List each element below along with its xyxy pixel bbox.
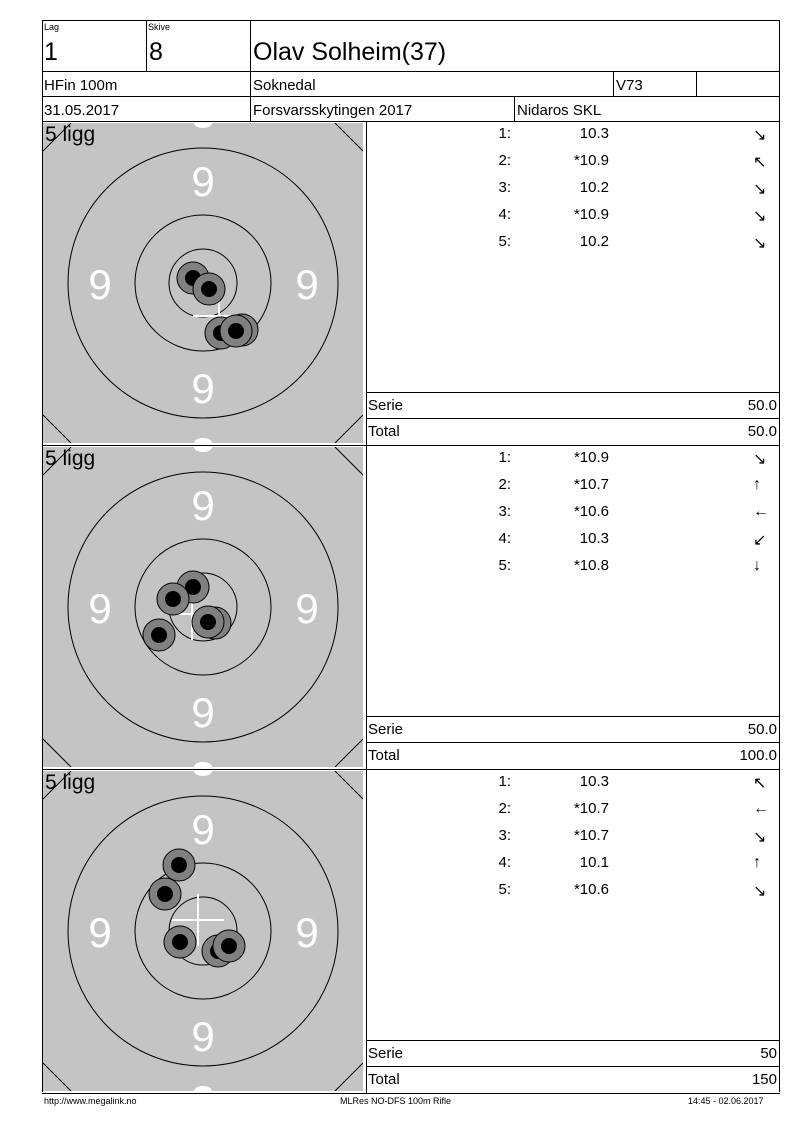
shot-number: 4: xyxy=(498,530,511,547)
shot-score: *10.8 xyxy=(573,557,609,574)
edge-mark xyxy=(194,1086,212,1091)
shot-number: 1: xyxy=(498,449,511,466)
ring-label: 9 xyxy=(191,689,215,736)
edge-mark xyxy=(194,771,212,776)
direction-arrow-icon: ↘ xyxy=(753,451,767,468)
shooter-name: Olav Solheim(37) xyxy=(253,38,447,66)
score-panel-1 xyxy=(367,122,779,446)
shot-score: *10.9 xyxy=(573,152,609,169)
total-value: 100.0 xyxy=(739,747,777,764)
shot-number: 4: xyxy=(498,854,511,871)
target-rings xyxy=(43,447,363,767)
shot-score: 10.3 xyxy=(579,530,609,547)
total-row xyxy=(367,419,779,445)
serie-label: Serie xyxy=(368,721,404,738)
serie-label: Serie xyxy=(368,397,404,414)
shot-hit xyxy=(143,619,175,651)
shot-hit xyxy=(213,930,245,962)
serie-row xyxy=(367,393,779,419)
direction-arrow-icon: ↓ xyxy=(753,557,761,574)
shot-score: 10.2 xyxy=(579,179,609,196)
shot-hit xyxy=(149,878,181,910)
shot-row xyxy=(367,557,779,583)
shot-number: 5: xyxy=(498,557,511,574)
series-title: 5 ligg xyxy=(45,123,96,146)
ring-label: 9 xyxy=(191,806,215,853)
shot-number: 2: xyxy=(498,800,511,817)
total-value: 150 xyxy=(751,1071,777,1088)
skive-label: Skive xyxy=(148,22,171,32)
direction-arrow-icon: ↑ xyxy=(753,854,761,871)
direction-arrow-icon: ↘ xyxy=(753,181,767,198)
target-3 xyxy=(43,771,363,1091)
total-label: Total xyxy=(368,423,400,440)
direction-arrow-icon: ↘ xyxy=(753,829,767,846)
shot-row xyxy=(367,476,779,502)
direction-arrow-icon: ← xyxy=(753,503,769,520)
serie-value: 50 xyxy=(760,1045,777,1062)
shot-score: 10.3 xyxy=(579,125,609,142)
shot-row xyxy=(367,125,779,151)
shot-hit xyxy=(157,583,189,615)
shot-number: 5: xyxy=(498,881,511,898)
shot-score: *10.7 xyxy=(573,476,609,493)
footer-timestamp: 14:45 - 02.06.2017 xyxy=(688,1096,764,1106)
footer-url: http://www.megalink.no xyxy=(44,1096,137,1106)
direction-arrow-icon: ↘ xyxy=(753,235,767,252)
ring-label: 9 xyxy=(191,482,215,529)
code-field: V73 xyxy=(616,77,643,94)
direction-arrow-icon: ↑ xyxy=(753,476,761,493)
shot-number: 2: xyxy=(498,152,511,169)
ring-label: 9 xyxy=(191,158,215,205)
direction-arrow-icon: ↖ xyxy=(753,775,767,792)
direction-arrow-icon: ↘ xyxy=(753,883,767,900)
shot-row xyxy=(367,773,779,799)
shot-row xyxy=(367,854,779,880)
shot-row xyxy=(367,503,779,529)
corner-mark xyxy=(335,447,363,475)
serie-value: 50.0 xyxy=(747,721,777,738)
shot-hit xyxy=(164,926,196,958)
organizer-field: Nidaros SKL xyxy=(517,102,602,119)
shot-score: *10.9 xyxy=(573,206,609,223)
shot-score: *10.7 xyxy=(573,827,609,844)
corner-mark xyxy=(335,739,363,767)
serie-value: 50.0 xyxy=(747,397,777,414)
shot-score: 10.3 xyxy=(579,773,609,790)
shot-number: 1: xyxy=(498,125,511,142)
shot-score: *10.6 xyxy=(573,881,609,898)
shot-number: 3: xyxy=(498,179,511,196)
edge-mark xyxy=(194,123,212,128)
total-label: Total xyxy=(368,1071,400,1088)
shot-row xyxy=(367,530,779,556)
target-1 xyxy=(43,123,363,443)
shot-number: 3: xyxy=(498,827,511,844)
total-label: Total xyxy=(368,747,400,764)
shot-row xyxy=(367,449,779,475)
corner-mark xyxy=(43,739,71,767)
corner-mark xyxy=(335,415,363,443)
serie-row xyxy=(367,717,779,743)
shot-row xyxy=(367,206,779,232)
ring-label: 9 xyxy=(191,365,215,412)
ring-label: 9 xyxy=(295,909,319,956)
target-2 xyxy=(43,447,363,767)
edge-mark xyxy=(194,447,212,452)
shot-row xyxy=(367,881,779,907)
shot-row xyxy=(367,233,779,259)
score-panel-2 xyxy=(367,446,779,770)
series-title: 5 ligg xyxy=(45,447,96,470)
shot-score: 10.1 xyxy=(579,854,609,871)
shot-row xyxy=(367,800,779,826)
shot-score: *10.6 xyxy=(573,503,609,520)
serie-label: Serie xyxy=(368,1045,404,1062)
ring-label: 9 xyxy=(88,909,112,956)
series-title: 5 ligg xyxy=(45,771,96,794)
direction-arrow-icon: ← xyxy=(753,800,769,817)
date-field: 31.05.2017 xyxy=(44,102,120,119)
shot-hit xyxy=(192,606,224,638)
total-value: 50.0 xyxy=(747,423,777,440)
shot-number: 3: xyxy=(498,503,511,520)
lag-value: 1 xyxy=(44,38,58,66)
ring-label: 9 xyxy=(295,585,319,632)
target-rings xyxy=(43,771,363,1091)
ring-label: 9 xyxy=(88,585,112,632)
corner-mark xyxy=(43,415,71,443)
shot-number: 4: xyxy=(498,206,511,223)
corner-mark xyxy=(335,771,363,799)
direction-arrow-icon: ↘ xyxy=(753,127,767,144)
edge-mark xyxy=(194,762,212,767)
total-row xyxy=(367,743,779,769)
shot-number: 5: xyxy=(498,233,511,250)
corner-mark xyxy=(43,1063,71,1091)
lag-label: Lag xyxy=(44,22,60,32)
edge-mark xyxy=(194,438,212,443)
corner-mark xyxy=(335,1063,363,1091)
shot-row xyxy=(367,152,779,178)
shot-hit xyxy=(193,273,225,305)
direction-arrow-icon: ↖ xyxy=(753,154,767,171)
shot-row xyxy=(367,827,779,853)
serie-row xyxy=(367,1041,779,1067)
footer-software: MLRes NO-DFS 100m Rifle xyxy=(340,1096,452,1106)
ring-label: 9 xyxy=(295,261,319,308)
score-panel-3 xyxy=(367,770,779,1094)
shot-row xyxy=(367,179,779,205)
skive-value: 8 xyxy=(149,38,163,66)
total-row xyxy=(367,1067,779,1093)
shot-score: *10.7 xyxy=(573,800,609,817)
class-field: HFin 100m xyxy=(44,77,118,94)
club-field: Soknedal xyxy=(253,77,316,94)
shot-hit xyxy=(220,315,252,347)
shot-number: 1: xyxy=(498,773,511,790)
shot-number: 2: xyxy=(498,476,511,493)
shot-hit xyxy=(163,849,195,881)
direction-arrow-icon: ↘ xyxy=(753,208,767,225)
shot-score: *10.9 xyxy=(573,449,609,466)
target-rings xyxy=(43,123,363,443)
event-field: Forsvarsskytingen 2017 xyxy=(253,102,413,119)
ring-label: 9 xyxy=(191,1013,215,1060)
ring-label: 9 xyxy=(88,261,112,308)
direction-arrow-icon: ↙ xyxy=(753,532,767,549)
shot-score: 10.2 xyxy=(579,233,609,250)
corner-mark xyxy=(335,123,363,151)
